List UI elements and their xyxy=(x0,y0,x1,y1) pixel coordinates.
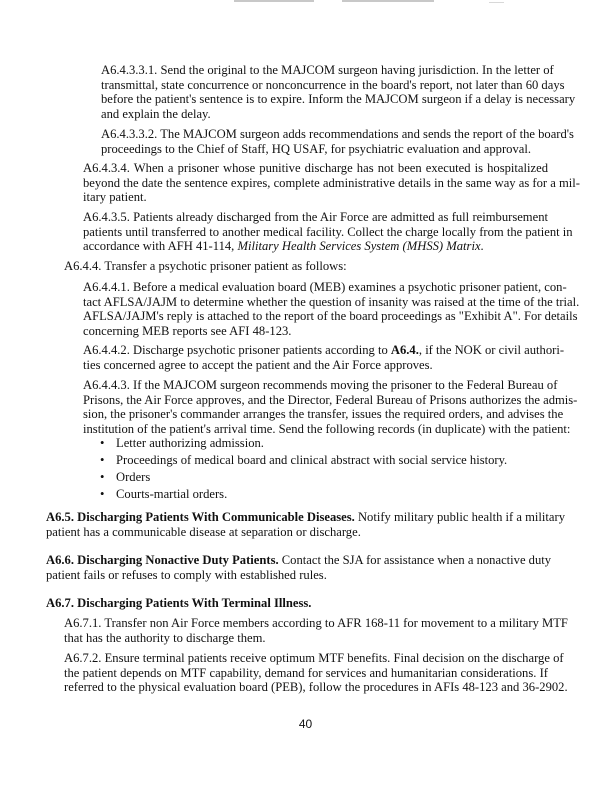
text-line: AFLSA/JAJM's reply is attached to the report of the board proceedings as "Exhibit A". For details xyxy=(83,309,578,324)
page-number: 40 xyxy=(298,717,313,731)
bullet-icon: • xyxy=(100,453,105,467)
text-line: itary patient. xyxy=(83,190,147,205)
text-line: A6.4.3.4. When a prisoner whose punitive discharge has not been executed is hospitalized xyxy=(83,161,548,175)
text-run: accordance with AFH 41-114, xyxy=(83,239,238,254)
bullet-icon: • xyxy=(100,487,105,501)
list-item-text: Orders xyxy=(116,470,151,484)
bullet-icon: • xyxy=(100,470,105,484)
text-line: sion, the prisoner's commander arranges the transfer, issues the required orders, and advises the xyxy=(83,407,564,422)
text-line xyxy=(83,343,565,358)
text-line: referred to the physical evaluation board (PEB), follow the procedures in AFIs 48-123 and 36-2902. xyxy=(64,680,568,695)
cross-reference: A6.4. xyxy=(390,343,419,357)
paragraph-a6-4-4-1 xyxy=(83,280,580,338)
section-a6-7 xyxy=(46,596,548,611)
text-line: patients until transferred to another medical facility. Collect the charge locally from the patient in xyxy=(83,224,573,239)
text-line: A6.4.3.3.1. Send the original to the MAJCOM surgeon having jurisdiction. In the letter of xyxy=(101,63,554,77)
text-line: beyond the date the sentence expires, complete administrative details in the same way as for a mil- xyxy=(83,175,580,190)
text-line: A6.4.3.5. Patients already discharged from the Air Force are admitted as full reimbursement xyxy=(83,210,548,224)
text-line: tact AFLSA/JAJM to determine whether the question of insanity was raised at the time of the trial. xyxy=(83,294,580,309)
text-run: A6.4.4.2. Discharge psychotic prisoner patients according to xyxy=(83,343,391,357)
text-line: before the patient's sentence is to expire. Inform the MAJCOM surgeon if a delay is necessary xyxy=(101,92,576,107)
text-line: ties concerned agree to accept the patient and the Air Force approves. xyxy=(83,357,433,372)
scan-artifact-line xyxy=(342,0,434,2)
text-line xyxy=(83,239,548,254)
section-heading: A6.6. Discharging Nonactive Duty Patients. xyxy=(46,553,279,567)
text-line: A6.4.4.1. Before a medical evaluation board (MEB) examines a psychotic prisoner patient, con- xyxy=(83,280,567,294)
text-line: concerning MEB reports see AFI 48-123. xyxy=(83,323,292,338)
text-line: A6.4.3.3.2. The MAJCOM surgeon adds recommendations and sends the report of the board's xyxy=(101,127,574,141)
paragraph-a6-4-3-3-1 xyxy=(101,63,576,121)
text-line: A6.4.4.3. If the MAJCOM surgeon recommends moving the prisoner to the Federal Bureau of xyxy=(83,378,558,392)
section-a6-5 xyxy=(46,510,565,539)
text-line: that has the authority to discharge them. xyxy=(64,630,266,645)
text-line: A6.4.4. Transfer a psychotic prisoner patient as follows: xyxy=(64,259,347,273)
text-line: A6.7.2. Ensure terminal patients receive optimum MTF benefits. Final decision on the discharge of xyxy=(64,651,564,665)
text-run: Contact the SJA for assistance when a nonactive duty xyxy=(278,553,552,567)
text-line: institution of the patient's arrival time. Send the following records (in duplicate) with the patient: xyxy=(83,421,571,436)
text-run: . xyxy=(480,239,484,254)
list-item-text: Courts-martial orders. xyxy=(116,487,228,501)
list-item-text: Proceedings of medical board and clinical abstract with social service history. xyxy=(116,453,508,467)
paragraph-a6-7-2 xyxy=(64,651,568,695)
paragraph-a6-4-3-3-2 xyxy=(101,127,574,156)
scan-artifact-line xyxy=(234,0,314,2)
publication-title: Military Health Services System (MHSS) Matrix xyxy=(237,239,481,254)
section-a6-6 xyxy=(46,553,552,582)
scan-artifact-mark xyxy=(489,2,504,3)
section-heading: A6.7. Discharging Patients With Terminal Illness. xyxy=(46,596,312,610)
text-line: proceedings to the Chief of Staff, HQ USAF, for psychiatric evaluation and approval. xyxy=(101,141,531,156)
text-line: and explain the delay. xyxy=(101,106,211,121)
text-line: Prisons, the Air Force approves, and the Director, Federal Bureau of Prisons authorizes the admis- xyxy=(83,392,578,407)
paragraph-a6-4-4-3 xyxy=(83,378,578,436)
paragraph-a6-4-3-5 xyxy=(83,210,573,254)
text-run: , if the NOK or civil authori- xyxy=(418,343,565,357)
text-line: transmittal, state concurrence or nonconcurrence in the board's report, not later than 60 days xyxy=(101,77,565,92)
paragraph-a6-4-4 xyxy=(64,259,548,274)
text-line: patient fails or refuses to comply with established rules. xyxy=(46,567,327,582)
bullet-icon: • xyxy=(100,436,105,450)
text-line xyxy=(46,510,565,525)
section-heading: A6.5. Discharging Patients With Communicable Diseases. xyxy=(46,510,355,524)
text-run: Notify military public health if a military xyxy=(354,510,565,524)
text-line: patient has a communicable disease at separation or discharge. xyxy=(46,524,361,539)
text-line: the patient depends on MTF capability, demand for services and humanitarian considerations. If xyxy=(64,665,548,680)
paragraph-a6-4-4-2 xyxy=(83,343,565,372)
paragraph-a6-4-3-4 xyxy=(83,161,580,205)
text-line: A6.7.1. Transfer non Air Force members according to AFR 168-11 for movement to a military MTF xyxy=(64,616,568,630)
list-item-text: Letter authorizing admission. xyxy=(116,436,264,450)
paragraph-a6-7-1 xyxy=(64,616,568,645)
text-line xyxy=(46,553,552,568)
